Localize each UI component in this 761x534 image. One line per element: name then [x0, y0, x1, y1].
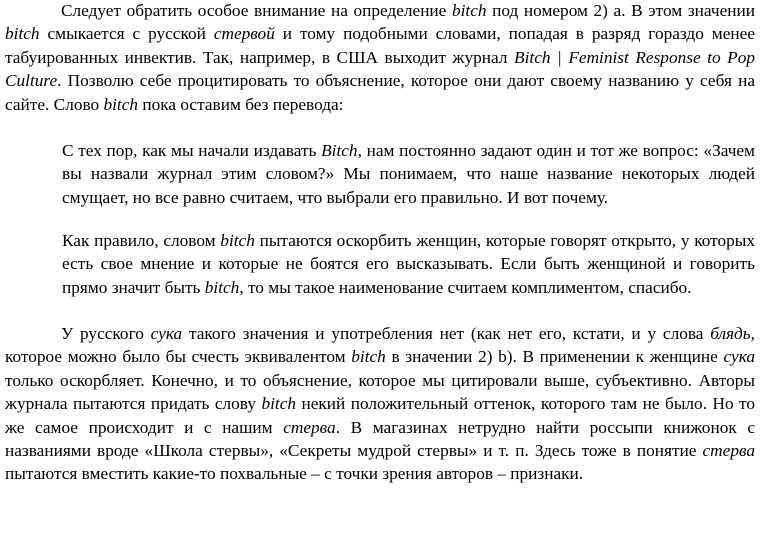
italic-term: стерва: [702, 441, 755, 460]
italic-term: стервой: [213, 24, 275, 44]
italic-term: bitch: [220, 230, 255, 250]
text-run: . В магазинах нетрудно найти россыпи книжонок с названиями вроде «Школа стервы», «Секреты мудрой стервы» и т. п. Здесь тоже в понятие: [5, 417, 755, 460]
quote-paragraph-2: [62, 229, 755, 299]
document-body: [5, 0, 755, 486]
italic-term: bitch: [204, 277, 240, 297]
quote-paragraph-1: [62, 139, 755, 209]
text-run: пытаются оскорбить женщин, которые говорят открыто, у которых есть свое мнение и которые не боятся его высказывать. Если быть женщиной и говорить прямо значит быть: [62, 230, 755, 297]
text-run: и тому подобными словами, попадая в разряд гораздо менее табуированных инвектив. Так, например, в США выходит журнал: [5, 24, 755, 67]
text-run: , нам постоянно задают один и тот же вопрос: «Зачем вы назвали журнал этим словом?» Мы понимаем, что наше название некоторых людей смущает, но все равно считаем, что выбрали его правильно. И вот почему.: [62, 141, 755, 207]
text-run: С тех пор, как мы начали издавать: [62, 141, 322, 161]
text-run: некий положительный оттенок, которого там не было. Но то же самое происходит и с нашим: [5, 394, 755, 437]
text-run: . Позволю себе процитировать то объяснение, которое они дают своему названию у себя на сайте. Слово: [5, 71, 755, 114]
text-run: Как правило, словом: [62, 230, 221, 250]
italic-term: bitch: [351, 347, 386, 367]
italic-term: сука: [150, 323, 183, 343]
block-quote: [5, 139, 755, 299]
text-run: У русского: [61, 323, 151, 343]
text-run: пытаются вместить какие-то похвальные – с точки зрения авторов – признаки.: [5, 464, 584, 484]
text-run: смыкается с русской: [39, 24, 214, 44]
text-run: под номером 2) a. В этом значении: [486, 1, 755, 20]
italic-term: сука: [723, 347, 755, 367]
italic-term: Bitch: [321, 141, 358, 161]
italic-term: bitch: [451, 1, 487, 20]
italic-term: блядь: [710, 323, 751, 343]
italic-term: bitch: [103, 94, 139, 114]
text-run: , которое можно было бы счесть эквивалентом: [5, 323, 755, 367]
text-run: только оскорбляет. Конечно, и то объяснение, которое мы цитировали выше, субъективно. Авторы журнала пытаются придать слову: [5, 370, 755, 414]
italic-term: bitch: [261, 394, 297, 414]
text-run: Следует обратить особое внимание на определение: [61, 1, 452, 20]
text-run: пока оставим без перевода:: [138, 94, 344, 114]
italic-term: bitch: [5, 24, 40, 44]
text-run: такого значения и употребления нет (как нет его, кстати, и у слова: [182, 323, 711, 343]
paragraph-analysis: [5, 322, 755, 486]
text-run: в значении 2) b). В применении к женщине: [385, 347, 724, 367]
paragraph-intro: [5, 0, 755, 116]
magazine-title: Bitch | Feminist Response to Pop Culture: [5, 47, 755, 91]
italic-term: стерва: [283, 417, 336, 437]
text-run: , то мы такое наименование считаем комплиментом, спасибо.: [239, 277, 692, 297]
